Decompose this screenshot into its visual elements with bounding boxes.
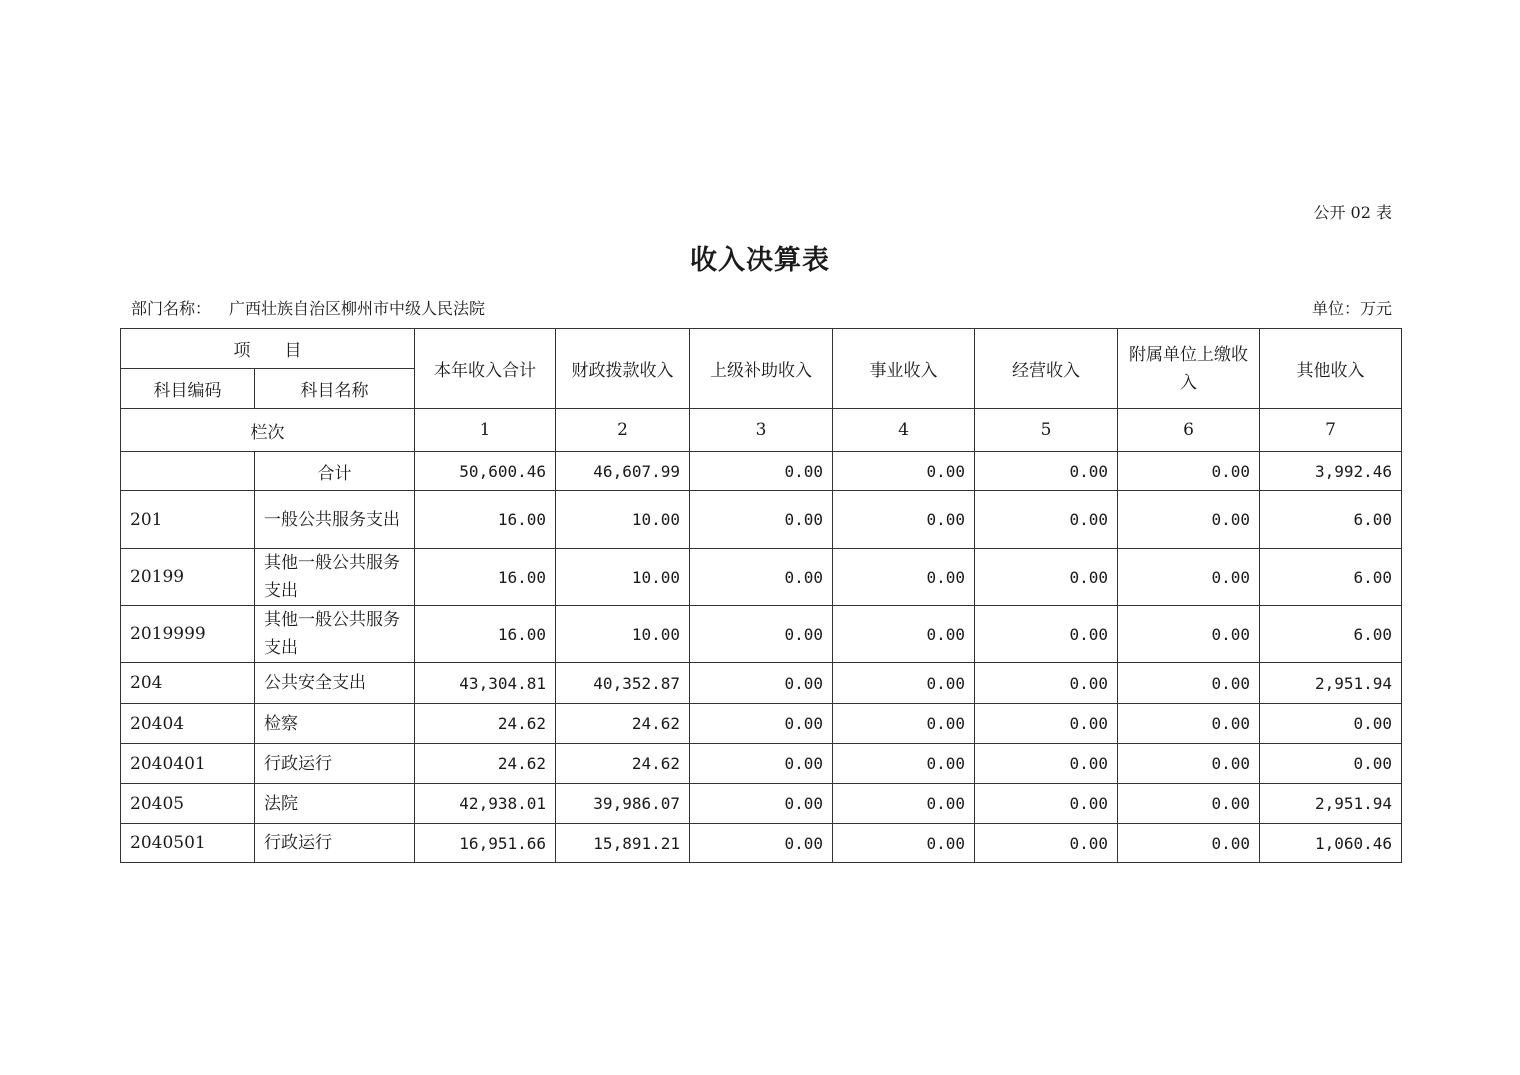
amount-cell: 2,951.94 xyxy=(1260,784,1402,824)
header-other: 其他收入 xyxy=(1260,329,1402,409)
amount-cell: 43,304.81 xyxy=(415,663,556,704)
total-value: 3,992.46 xyxy=(1260,452,1402,491)
subject-name: 法院 xyxy=(255,784,415,824)
index-row xyxy=(121,409,1402,452)
amount-cell: 10.00 xyxy=(556,606,690,663)
amount-cell: 1,060.46 xyxy=(1260,824,1402,863)
amount-cell: 16.00 xyxy=(415,606,556,663)
amount-cell: 0.00 xyxy=(1118,824,1260,863)
amount-cell: 0.00 xyxy=(1118,663,1260,704)
subject-name: 检察 xyxy=(255,704,415,744)
amount-cell: 24.62 xyxy=(556,704,690,744)
amount-cell: 10.00 xyxy=(556,549,690,606)
subject-name: 行政运行 xyxy=(255,824,415,863)
total-value: 50,600.46 xyxy=(415,452,556,491)
amount-cell: 0.00 xyxy=(690,784,833,824)
amount-cell: 0.00 xyxy=(1118,704,1260,744)
subject-code: 201 xyxy=(121,491,255,549)
amount-cell: 0.00 xyxy=(975,663,1118,704)
amount-cell: 0.00 xyxy=(975,549,1118,606)
income-table xyxy=(120,328,1402,863)
total-code-cell xyxy=(121,452,255,491)
header-total: 本年收入合计 xyxy=(415,329,556,409)
amount-cell: 0.00 xyxy=(1118,549,1260,606)
header-item: 项 目 xyxy=(121,329,415,369)
table-row xyxy=(121,549,1402,606)
header-superior: 上级补助收入 xyxy=(690,329,833,409)
table-row xyxy=(121,784,1402,824)
total-value: 0.00 xyxy=(690,452,833,491)
amount-cell: 0.00 xyxy=(1260,744,1402,784)
amount-cell: 0.00 xyxy=(690,704,833,744)
amount-cell: 0.00 xyxy=(833,824,975,863)
index-cell: 3 xyxy=(690,409,833,452)
amount-cell: 39,986.07 xyxy=(556,784,690,824)
unit-label: 单位：万元 xyxy=(1311,299,1392,318)
amount-cell: 0.00 xyxy=(975,491,1118,549)
index-label: 栏次 xyxy=(121,409,415,452)
department-name: 广西壮族自治区柳州市中级人民法院 xyxy=(229,299,486,318)
amount-cell: 15,891.21 xyxy=(556,824,690,863)
total-value: 46,607.99 xyxy=(556,452,690,491)
subject-code: 2040401 xyxy=(121,744,255,784)
header-career: 事业收入 xyxy=(833,329,975,409)
amount-cell: 0.00 xyxy=(975,704,1118,744)
amount-cell: 0.00 xyxy=(690,491,833,549)
amount-cell: 16,951.66 xyxy=(415,824,556,863)
total-value: 0.00 xyxy=(975,452,1118,491)
table-row xyxy=(121,704,1402,744)
amount-cell: 0.00 xyxy=(975,744,1118,784)
index-cell: 5 xyxy=(975,409,1118,452)
amount-cell: 0.00 xyxy=(690,606,833,663)
table-row xyxy=(121,606,1402,663)
amount-cell: 0.00 xyxy=(1118,606,1260,663)
amount-cell: 0.00 xyxy=(1260,704,1402,744)
amount-cell: 0.00 xyxy=(833,549,975,606)
amount-cell: 0.00 xyxy=(1118,784,1260,824)
subject-name: 公共安全支出 xyxy=(255,663,415,704)
form-number: 公开 02 表 xyxy=(1313,203,1392,222)
header-code: 科目编码 xyxy=(121,369,255,409)
amount-cell: 0.00 xyxy=(690,549,833,606)
index-cell: 7 xyxy=(1260,409,1402,452)
total-value: 0.00 xyxy=(1118,452,1260,491)
amount-cell: 6.00 xyxy=(1260,549,1402,606)
amount-cell: 0.00 xyxy=(690,824,833,863)
index-cell: 4 xyxy=(833,409,975,452)
amount-cell: 0.00 xyxy=(975,784,1118,824)
index-cell: 6 xyxy=(1118,409,1260,452)
amount-cell: 2,951.94 xyxy=(1260,663,1402,704)
subject-code: 204 xyxy=(121,663,255,704)
department-label: 部门名称： xyxy=(131,299,212,318)
amount-cell: 6.00 xyxy=(1260,606,1402,663)
amount-cell: 0.00 xyxy=(975,824,1118,863)
header-fiscal: 财政拨款收入 xyxy=(556,329,690,409)
subject-code: 2019999 xyxy=(121,606,255,663)
subject-name: 其他一般公共服务支出 xyxy=(255,606,415,663)
amount-cell: 0.00 xyxy=(1118,491,1260,549)
amount-cell: 6.00 xyxy=(1260,491,1402,549)
index-cell: 2 xyxy=(556,409,690,452)
table-row xyxy=(121,744,1402,784)
amount-cell: 40,352.87 xyxy=(556,663,690,704)
amount-cell: 10.00 xyxy=(556,491,690,549)
department-line xyxy=(131,296,485,319)
amount-cell: 42,938.01 xyxy=(415,784,556,824)
page-title: 收入决算表 xyxy=(690,245,830,276)
amount-cell: 0.00 xyxy=(833,491,975,549)
amount-cell: 0.00 xyxy=(833,744,975,784)
table-row xyxy=(121,824,1402,863)
subject-name: 行政运行 xyxy=(255,744,415,784)
header-business: 经营收入 xyxy=(975,329,1118,409)
amount-cell: 0.00 xyxy=(833,606,975,663)
amount-cell: 16.00 xyxy=(415,549,556,606)
total-label: 合计 xyxy=(255,452,415,491)
amount-cell: 0.00 xyxy=(1118,744,1260,784)
table-row xyxy=(121,663,1402,704)
header-name: 科目名称 xyxy=(255,369,415,409)
subject-code: 20404 xyxy=(121,704,255,744)
subject-name: 其他一般公共服务支出 xyxy=(255,549,415,606)
subject-name: 一般公共服务支出 xyxy=(255,491,415,549)
amount-cell: 24.62 xyxy=(556,744,690,784)
amount-cell: 24.62 xyxy=(415,704,556,744)
amount-cell: 16.00 xyxy=(415,491,556,549)
amount-cell: 0.00 xyxy=(833,663,975,704)
amount-cell: 0.00 xyxy=(690,744,833,784)
subject-code: 20405 xyxy=(121,784,255,824)
header-affiliate: 附属单位上缴收入 xyxy=(1118,329,1260,409)
subject-code: 2040501 xyxy=(121,824,255,863)
total-value: 0.00 xyxy=(833,452,975,491)
amount-cell: 0.00 xyxy=(690,663,833,704)
amount-cell: 0.00 xyxy=(833,704,975,744)
index-cell: 1 xyxy=(415,409,556,452)
amount-cell: 24.62 xyxy=(415,744,556,784)
amount-cell: 0.00 xyxy=(975,606,1118,663)
subject-code: 20199 xyxy=(121,549,255,606)
total-row xyxy=(121,452,1402,491)
amount-cell: 0.00 xyxy=(833,784,975,824)
table-row xyxy=(121,491,1402,549)
